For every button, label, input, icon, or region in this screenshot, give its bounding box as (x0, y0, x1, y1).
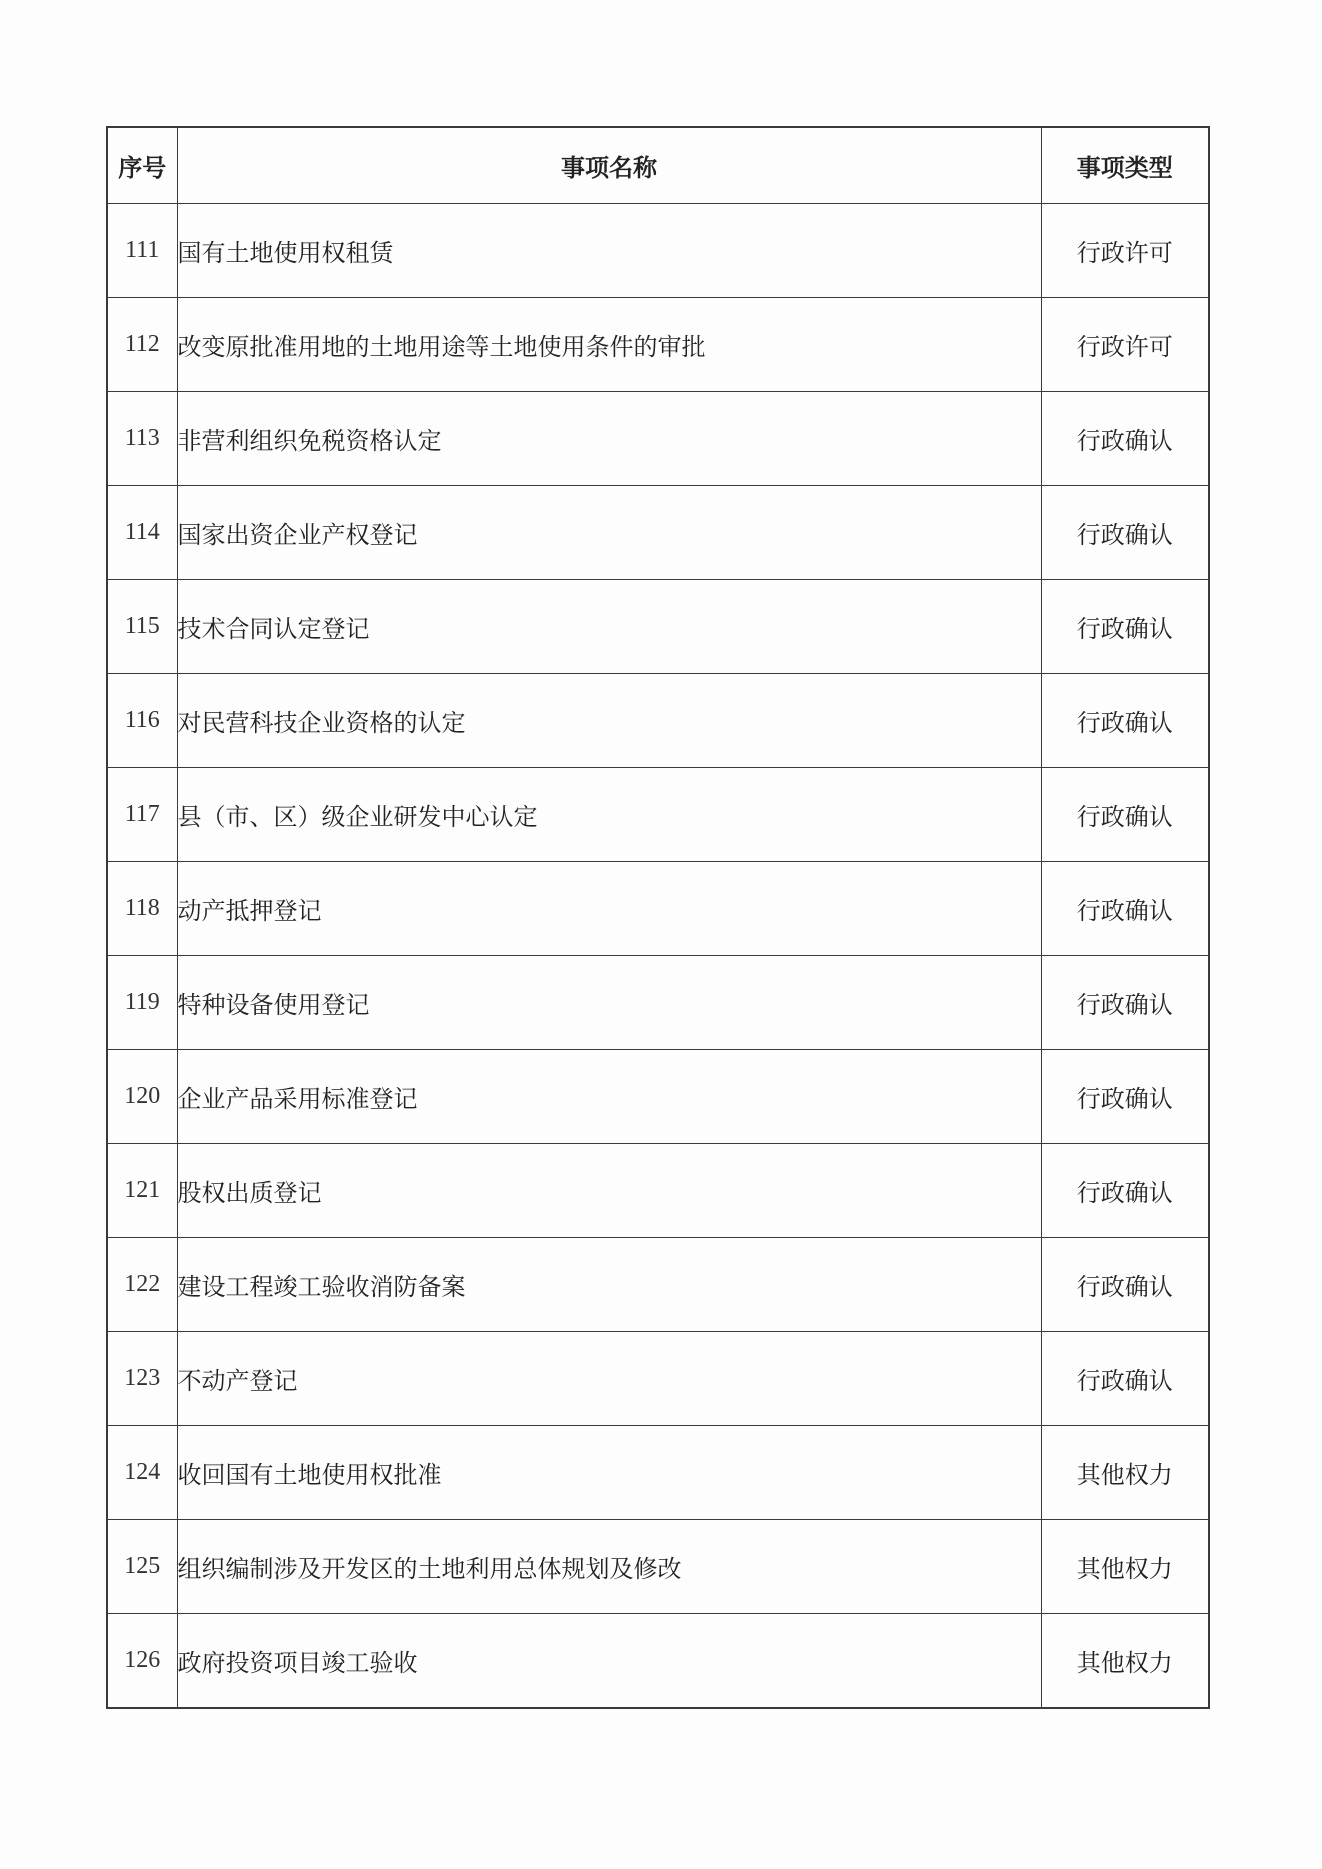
row-type: 其他权力 (1041, 1426, 1209, 1520)
table-header-row (107, 127, 1209, 204)
row-name: 不动产登记 (177, 1332, 1041, 1426)
row-type: 行政确认 (1041, 768, 1209, 862)
row-name: 非营利组织免税资格认定 (177, 392, 1041, 486)
row-type: 行政确认 (1041, 486, 1209, 580)
header-type: 事项类型 (1041, 127, 1209, 204)
row-number: 111 (107, 204, 177, 298)
items-table (106, 126, 1210, 1709)
row-type: 行政许可 (1041, 298, 1209, 392)
table-row (107, 392, 1209, 486)
row-number: 119 (107, 956, 177, 1050)
row-name: 建设工程竣工验收消防备案 (177, 1238, 1041, 1332)
row-number: 113 (107, 392, 177, 486)
row-name: 县（市、区）级企业研发中心认定 (177, 768, 1041, 862)
header-number: 序号 (107, 127, 177, 204)
row-name: 股权出质登记 (177, 1144, 1041, 1238)
row-type: 行政确认 (1041, 862, 1209, 956)
row-type: 行政许可 (1041, 204, 1209, 298)
row-number: 117 (107, 768, 177, 862)
row-name: 收回国有土地使用权批准 (177, 1426, 1041, 1520)
table-row (107, 204, 1209, 298)
row-name: 国家出资企业产权登记 (177, 486, 1041, 580)
row-number: 115 (107, 580, 177, 674)
table-row (107, 956, 1209, 1050)
row-number: 123 (107, 1332, 177, 1426)
row-name: 动产抵押登记 (177, 862, 1041, 956)
row-type: 行政确认 (1041, 1050, 1209, 1144)
row-type: 行政确认 (1041, 1144, 1209, 1238)
row-type: 行政确认 (1041, 674, 1209, 768)
row-name: 政府投资项目竣工验收 (177, 1614, 1041, 1709)
table-body (107, 204, 1209, 1709)
row-number: 126 (107, 1614, 177, 1709)
row-type: 行政确认 (1041, 1238, 1209, 1332)
row-number: 116 (107, 674, 177, 768)
table-row (107, 1520, 1209, 1614)
row-name: 特种设备使用登记 (177, 956, 1041, 1050)
row-type: 其他权力 (1041, 1614, 1209, 1709)
table-row (107, 1332, 1209, 1426)
table-row (107, 1238, 1209, 1332)
row-name: 改变原批准用地的土地用途等土地使用条件的审批 (177, 298, 1041, 392)
table-row (107, 1144, 1209, 1238)
row-number: 114 (107, 486, 177, 580)
row-type: 其他权力 (1041, 1520, 1209, 1614)
table-row (107, 298, 1209, 392)
table-row (107, 486, 1209, 580)
row-name: 对民营科技企业资格的认定 (177, 674, 1041, 768)
row-type: 行政确认 (1041, 956, 1209, 1050)
row-number: 118 (107, 862, 177, 956)
row-name: 组织编制涉及开发区的土地利用总体规划及修改 (177, 1520, 1041, 1614)
row-number: 121 (107, 1144, 177, 1238)
row-name: 技术合同认定登记 (177, 580, 1041, 674)
table-row (107, 768, 1209, 862)
row-number: 112 (107, 298, 177, 392)
table-row (107, 1614, 1209, 1709)
table-row (107, 674, 1209, 768)
table-row (107, 1050, 1209, 1144)
row-number: 120 (107, 1050, 177, 1144)
table-row (107, 580, 1209, 674)
table-row (107, 1426, 1209, 1520)
row-type: 行政确认 (1041, 392, 1209, 486)
table-row (107, 862, 1209, 956)
header-name: 事项名称 (177, 127, 1041, 204)
row-number: 124 (107, 1426, 177, 1520)
row-type: 行政确认 (1041, 1332, 1209, 1426)
row-type: 行政确认 (1041, 580, 1209, 674)
row-name: 国有土地使用权租赁 (177, 204, 1041, 298)
row-number: 122 (107, 1238, 177, 1332)
row-number: 125 (107, 1520, 177, 1614)
row-name: 企业产品采用标准登记 (177, 1050, 1041, 1144)
